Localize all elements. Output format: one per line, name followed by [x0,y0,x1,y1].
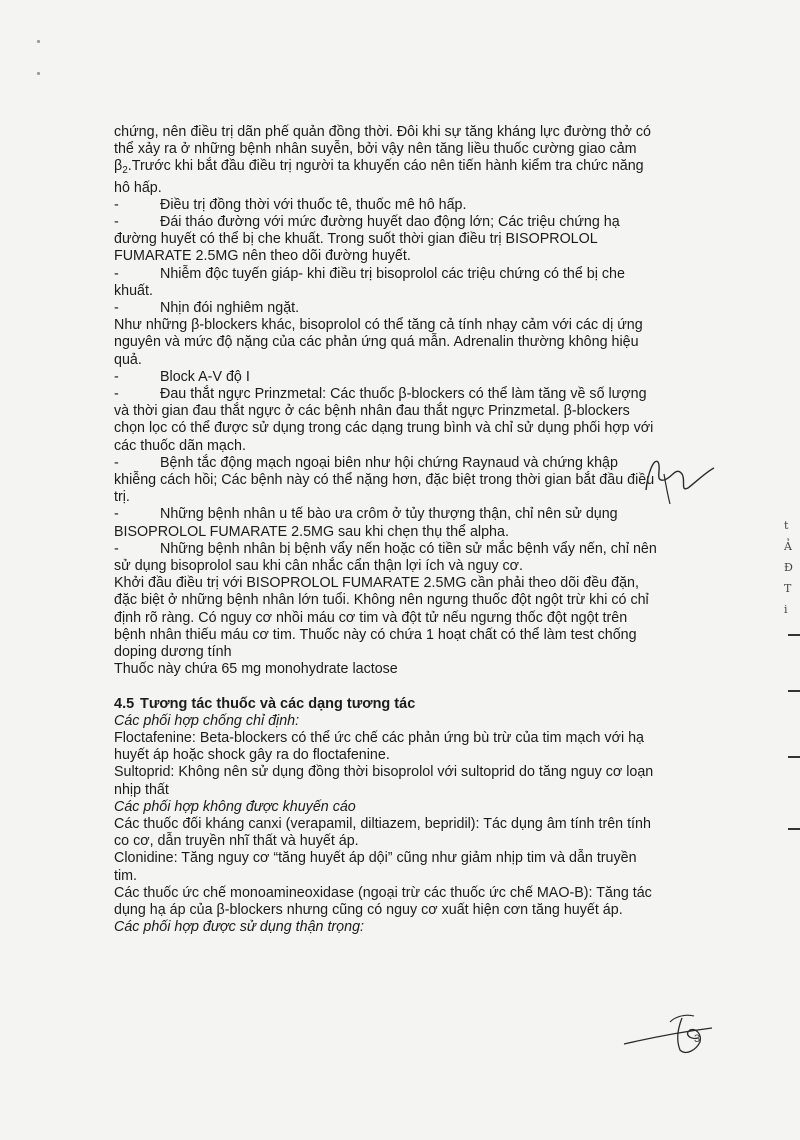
bullet-text: Những bệnh nhân bị bệnh vẩy nến hoặc có tiền sử mắc bệnh vẩy nến, chỉ nên [160,540,657,557]
bullet-dash: - [114,265,119,282]
bullet-text: Những bệnh nhân u tế bào ưa crôm ở tủy thượng thận, chỉ nên sử dụng [160,506,618,523]
bullet-text: Nhịn đói nghiêm ngặt. [160,300,300,317]
text-line: đường huyết có thể bị che khuất. Trong suốt thời gian điều trị BISOPROLOL [114,231,598,248]
page-number: 3 [694,1033,701,1045]
section-number: 4.5 [114,695,135,712]
edge-dash [788,690,800,692]
text-line: hô hấp. [114,179,162,196]
bullet-item [114,266,714,283]
text-line: bệnh nhân thiếu máu cơ tim. Thuốc này có chứa 1 hoạt chất có thể làm test chống [114,626,637,643]
bullet-item [114,214,714,231]
beta-symbol: β [114,158,123,175]
bullet-dash: - [114,386,119,403]
section-title: Tương tác thuốc và các dạng tương tác [140,695,416,712]
edge-dash [788,828,800,830]
bullet-item [114,300,714,317]
subheading: Các phối hợp được sử dụng thận trọng: [114,919,365,936]
edge-glyph: i [784,603,788,616]
scan-mark [37,40,40,43]
text-line: BISOPROLOL FUMARATE 2.5MG sau khi chẹn thụ thể alpha. [114,523,509,540]
text-line: co cơ, dẫn truyền nhĩ thất và huyết áp. [114,833,359,850]
text-line: Các thuốc ức chế monoamineoxidase (ngoại trừ các thuốc ức chế MAO-B): Tăng tác [114,884,652,901]
edge-glyph: T [784,582,792,595]
text-line: nhịp thất [114,781,169,798]
bullet-item [114,506,714,523]
text-line: đặc biệt ở những bệnh nhân lớn tuổi. Không nên ngưng thuốc đột ngột trừ khi có chỉ [114,592,649,609]
bullet-item [114,369,714,386]
bullet-text: Nhiễm độc tuyến giáp- khi điều trị bisoprolol các triệu chứng có thể bị che [160,265,625,282]
bullet-item [114,197,714,214]
edge-glyph: Đ [784,561,793,574]
bullet-dash: - [114,506,119,523]
bullet-item [114,386,714,403]
text-fragment: .Trước khi bắt đầu điều trị người ta khuyến cáo nên tiến hành kiểm tra chức năng [127,158,644,175]
text-line: Thuốc này chứa 65 mg monohydrate lactose [114,661,398,678]
edge-dash [788,756,800,758]
text-line: tim. [114,867,138,884]
text-line: huyết áp hoặc shock gây ra do floctafenine. [114,747,390,764]
document-body [114,124,714,936]
text-line: FUMARATE 2.5MG nên theo dõi đường huyết. [114,248,411,265]
text-line: Floctafenine: Beta-blockers có thể ức chế các phản ứng bù trừ của tim mạch với hạ [114,729,644,746]
adjacent-page-edge [784,515,800,835]
bullet-item [114,455,714,472]
signature [620,1010,720,1060]
text-line: Các thuốc đối kháng canxi (verapamil, diltiazem, bepridil): Tác dụng âm tính trên tính [114,815,651,832]
text-line: các thuốc dãn mạch. [114,437,246,454]
section-heading [114,696,714,713]
bullet-text: Bệnh tắc động mạch ngoại biên như hội chứng Raynaud và chứng khập [160,454,618,471]
text-line: dụng hạ áp của β-blockers nhưng cũng có nguy cơ xuất hiện cơn tăng huyết áp. [114,901,623,918]
text-line: quả. [114,351,142,368]
scan-mark [37,72,40,75]
bullet-text: Block A-V độ I [160,368,250,385]
bullet-dash: - [114,368,119,385]
text-line: Như những β-blockers khác, bisoprolol có thể tăng cả tính nhạy cảm với các dị ứng [114,317,643,334]
text-line: nguyên và mức độ nặng của các phản ứng quá mẫn. Adrenalin thường không hiệu [114,334,639,351]
bullet-text: Đái tháo đường với mức đường huyết dao động lớn; Các triệu chứng hạ [160,214,620,231]
text-line: Clonidine: Tăng nguy cơ “tăng huyết áp dội” cũng như giảm nhịp tim và dẫn truyền [114,850,637,867]
text-line [114,158,714,179]
bullet-dash: - [114,454,119,471]
bullet-dash: - [114,196,119,213]
bullet-text: Điều trị đồng thời với thuốc tê, thuốc mê hô hấp. [160,196,467,213]
bullet-dash: - [114,214,119,231]
subheading: Các phối hợp chống chỉ định: [114,712,300,729]
text-line: trị. [114,489,130,506]
bullet-dash: - [114,540,119,557]
bullet-dash: - [114,300,119,317]
text-line: doping dương tính [114,644,232,661]
text-line: khuất. [114,282,153,299]
text-line: thể xảy ra ở những bệnh nhân suyễn, bởi vậy nên tăng liều thuốc cường giao cảm [114,141,637,158]
subscript: 2 [122,165,128,177]
bullet-text: Đau thắt ngực Prinzmetal: Các thuốc β-blockers có thể làm tăng về số lượng [160,386,647,403]
text-line: Sultoprid: Không nên sử dụng đồng thời bisoprolol với sultoprid do tăng nguy cơ loạn [114,764,654,781]
subheading: Các phối hợp không được khuyến cáo [114,798,356,815]
edge-glyph: Ả [784,540,792,553]
text-line: chọn lọc có thể được sử dụng trong các dạng trung bình và chỉ sử dụng phối hợp với [114,420,654,437]
text-line: sử dụng bisoprolol sau khi cân nhắc cẩn thận lợi ích và nguy cơ. [114,558,524,575]
text-line: Khởi đầu điều trị với BISOPROLOL FUMARATE 2.5MG cần phải theo dõi đều đặn, [114,575,639,592]
text-line: chứng, nên điều trị dãn phế quản đồng thời. Đôi khi sự tăng kháng lực đường thở có [114,124,651,140]
text-line: và thời gian đau thắt ngực ở các bệnh nhân đau thắt ngực Prinzmetal. β-blockers [114,403,630,420]
text-line: định rõ ràng. Có nguy cơ nhồi máu cơ tim và đột tử nếu ngưng thốc đột ngột trên [114,609,628,626]
text-line: khiễng cách hồi; Các bệnh này có thể nặng hơn, đặc biệt trong thời gian bắt đầu điều [114,472,655,489]
edge-glyph: t [784,519,789,532]
edge-dash [788,634,800,636]
bullet-item [114,541,714,558]
